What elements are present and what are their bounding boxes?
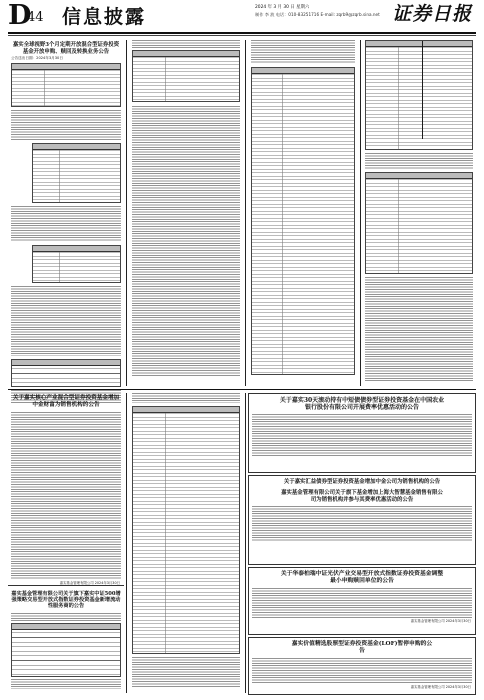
body-text — [365, 153, 473, 169]
signature: 嘉实基金管理有限公司 2024年3月30日 — [410, 619, 471, 623]
sales-institution-list-table — [251, 67, 355, 375]
masthead-rule-thin — [8, 35, 476, 36]
notice-pv-etf — [248, 567, 476, 635]
column-divider — [245, 393, 246, 693]
editor-info: 制作 李 波 电话：010-83251716 E-mail: zqrb9@zqrb.sina.net — [255, 12, 380, 17]
notice-value-select-lof — [248, 637, 476, 695]
page-letter: D — [8, 0, 31, 31]
body-text — [252, 414, 472, 456]
sales-agency-table — [132, 50, 240, 102]
body-text — [11, 412, 121, 580]
notice-date: 公告送出日期：2024年3月30日 — [11, 56, 63, 61]
notice-title: 嘉实基金管理有限公司关于旗下嘉实中证500增强策略交易型开放式指数证券投资基金新增流动性服务商的公告 — [11, 591, 121, 610]
issue-date: 2024 年 3 月 30 日 星期六 — [255, 5, 310, 10]
body-text — [252, 588, 472, 618]
fund-product-table — [132, 406, 240, 654]
notice-title: 关于嘉实汇益债券型证券投资基金增加中金公司为销售机构的公告 — [283, 479, 441, 485]
body-text — [11, 206, 121, 242]
sales-institution-list-table — [365, 40, 473, 150]
fund-list-table — [365, 172, 473, 274]
body-text — [252, 506, 472, 542]
notice-continued-col4 — [362, 40, 476, 386]
masthead-rule — [8, 32, 476, 34]
notice-separator — [8, 585, 124, 586]
body-text — [132, 393, 240, 403]
notice-fund-open-subscription — [8, 40, 124, 386]
section-divider — [8, 389, 476, 390]
notice-heshin-core — [8, 393, 124, 586]
notice-title: 关于华泰柏瑞中证光伏产业交易型开放式指数证券投资基金调整最小申购赎回单位的公告 — [280, 571, 444, 584]
notice-huiyi-bond — [248, 475, 476, 565]
body-text — [11, 286, 121, 356]
notice-continued-table — [129, 393, 243, 693]
body-text — [251, 40, 355, 64]
column-divider — [126, 40, 127, 386]
body-text — [132, 106, 240, 376]
body-text — [11, 679, 121, 689]
conversion-fee-table — [11, 359, 121, 387]
column-divider — [360, 40, 361, 386]
fund-info-table — [11, 623, 121, 677]
notice-title: 关于嘉实核心产业混合型证券投资基金增加中金财富为销售机构的公告 — [12, 395, 120, 408]
page-number: 44 — [27, 10, 44, 25]
notice-liquidity-provider — [8, 589, 124, 693]
body-text — [132, 657, 240, 687]
notice-title: 关于嘉实30天滚动持有中短债债券型证券投资基金在中国农业银行股份有限公司开展费率优惠活动的公告 — [279, 397, 445, 412]
body-text — [132, 40, 240, 48]
notice-30day-rolling — [248, 393, 476, 473]
redemption-fee-table — [32, 245, 121, 283]
notice-continued-col2 — [129, 40, 243, 386]
body-text — [11, 613, 121, 621]
notice-title: 嘉实全球视野3个月定期开放混合型证券投资基金开放申购、赎回及转换业务公告 — [12, 42, 120, 55]
signature: 嘉实基金管理有限公司 2024年3月30日 — [59, 581, 120, 586]
body-text — [365, 277, 473, 381]
fund-basic-info-table — [11, 63, 121, 107]
body-text — [11, 110, 121, 140]
column-divider — [126, 393, 127, 693]
newspaper-logo: 证券日报 — [392, 3, 473, 25]
signature: 嘉实基金管理有限公司 2024年3月30日 — [410, 685, 471, 689]
column-divider — [245, 40, 246, 386]
fee-rate-table — [32, 143, 121, 203]
section-title: 信息披露 — [62, 6, 147, 28]
body-text — [252, 658, 472, 684]
notice-continued-col3 — [248, 40, 358, 386]
notice-title: 嘉实基金管理有限公司关于旗下基金增加上海大智慧基金销售有限公司为销售机构并参与其费率优惠活动的公告 — [281, 490, 443, 503]
notice-title: 嘉实价值精选股票型证券投资基金(LOF)暂停申购的公告 — [291, 641, 433, 654]
